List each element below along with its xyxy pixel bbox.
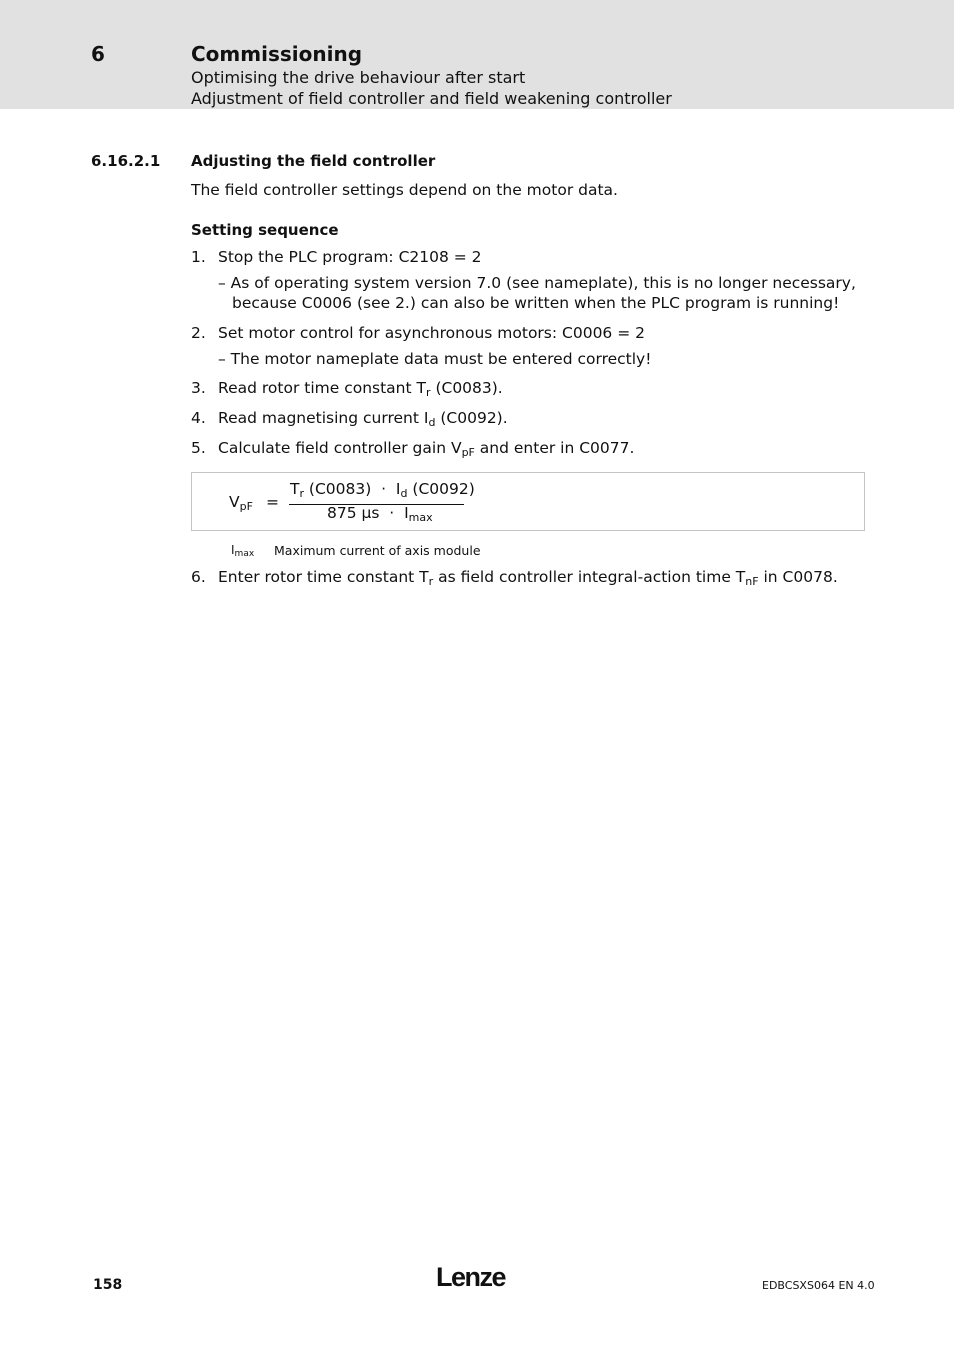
step-number: 5. [191, 439, 206, 457]
chapter-number: 6 [91, 42, 105, 66]
step-text: Stop the PLC program: C2108 = 2 [218, 248, 482, 266]
step-note: – As of operating system version 7.0 (see nameplate), this is no longer necessary, [218, 274, 856, 292]
step-number: 2. [191, 324, 206, 342]
step-text: Calculate field controller gain $V_{pF}$ and enter in C0077. [218, 439, 635, 459]
step-note-continued: because C0006 (see 2.) can also be written when the PLC program is running! [232, 294, 840, 312]
page-header [0, 0, 954, 109]
step-text: Read rotor time constant $T_r$ (C0083). [218, 379, 503, 399]
sequence-heading: Setting sequence [191, 221, 339, 239]
step-text: Set motor control for asynchronous motors: C0006 = 2 [218, 324, 645, 342]
step-number: 4. [191, 409, 206, 427]
page-number: 158 [93, 1277, 123, 1293]
formula-equals: = [266, 493, 279, 511]
step-number: 1. [191, 248, 206, 266]
formula-box [191, 472, 865, 531]
section-number: 6.16.2.1 [91, 152, 161, 170]
formula-numerator: $T_r$ $(C0083) \cdot I_d$ (C0092) [290, 480, 475, 500]
section-intro: The field controller settings depend on the motor data. [191, 181, 618, 199]
formula-denominator: 875 $\mu s \cdot I_{max}$ [327, 504, 433, 524]
lenze-logo: Lenze [436, 1262, 506, 1292]
legend-symbol: $I_{max}$ [231, 543, 255, 559]
formula-lhs: $V_{pF}$ [229, 493, 253, 513]
header-subtitle-1: Optimising the drive behaviour after start [191, 68, 526, 87]
chapter-title: Commissioning [191, 42, 363, 66]
header-subtitle-2: Adjustment of field controller and field weakening controller [191, 89, 672, 108]
step-text: Read magnetising current $I_d$ (C0092). [218, 409, 508, 429]
legend-text: Maximum current of axis module [274, 543, 481, 558]
step-number: 3. [191, 379, 206, 397]
document-code: EDBCSXS064 EN 4.0 [762, 1279, 875, 1292]
step-text: Enter rotor time constant $T_r$ as field controller integral-action time $T_{nF}$ in C0078. [218, 568, 838, 588]
section-title: Adjusting the field controller [191, 152, 436, 170]
step-number: 6. [191, 568, 206, 586]
step-note: – The motor nameplate data must be entered correctly! [218, 350, 652, 368]
